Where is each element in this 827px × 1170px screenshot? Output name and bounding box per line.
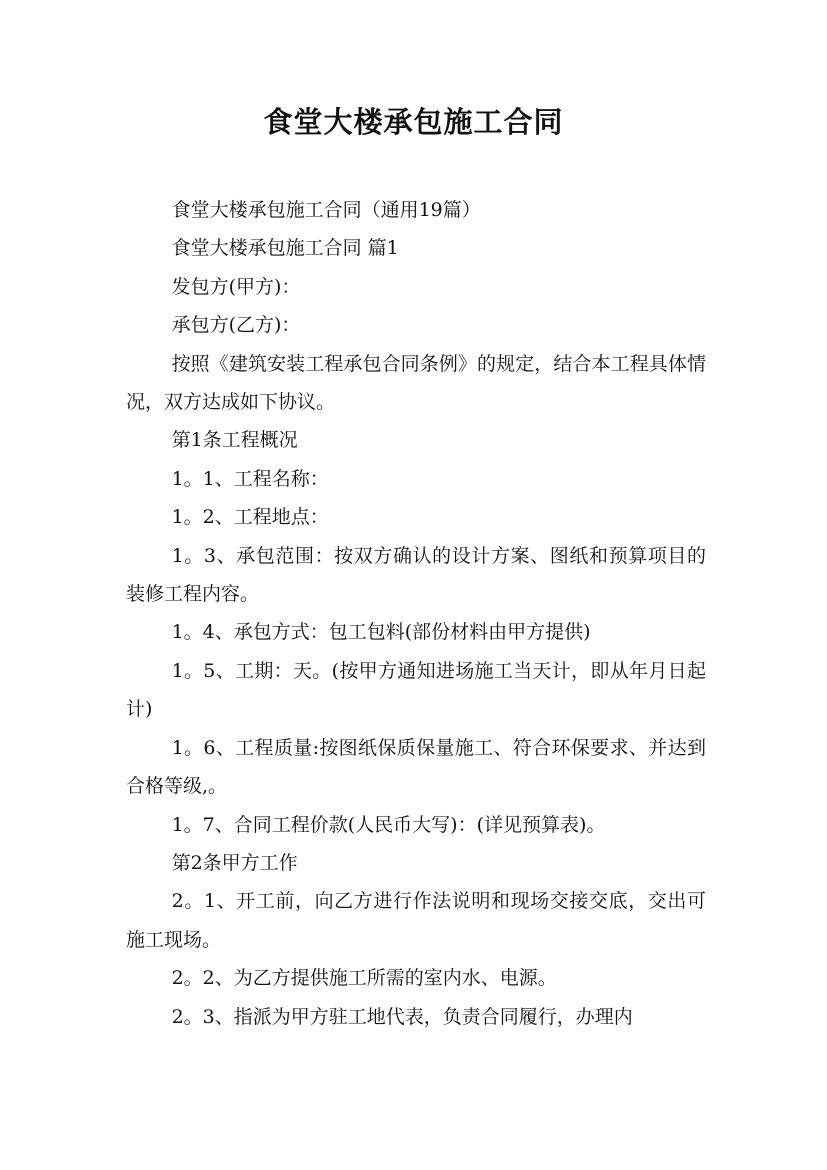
paragraph-part-heading: 食堂大楼承包施工合同 篇1	[171, 237, 399, 260]
document-title: 食堂大楼承包施工合同	[263, 105, 564, 139]
clause-1-1: 1。1、工程名称：	[171, 467, 329, 490]
clause-1-3: 1。3、承包范围：按双方确认的设计方案、图纸和预算项目的装修工程内容。	[126, 544, 706, 606]
clause-1-2: 1。2、工程地点：	[171, 506, 329, 529]
document-body	[126, 191, 706, 1036]
clause-1-6: 1。6、工程质量:按图纸保质保量施工、符合环保要求、并达到合格等级,。	[126, 736, 706, 798]
paragraph-subtitle: 食堂大楼承包施工合同（通用19篇）	[171, 199, 481, 221]
clause-2-2: 2。2、为乙方提供施工所需的室内水、电源。	[171, 967, 557, 990]
clause-2-3: 2。3、指派为甲方驻工地代表，负责合同履行，办理内	[171, 1005, 633, 1028]
paragraph-preamble: 按照《建筑安装工程承包合同条例》的规定，结合本工程具体情况，双方达成如下协议。	[126, 352, 706, 414]
clause-1-4: 1。4、承包方式：包工包料(部份材料由甲方提供)	[171, 621, 591, 644]
section-heading-2: 第2条甲方工作	[171, 851, 298, 874]
section-heading-1: 第1条工程概况	[171, 429, 298, 452]
clause-2-1: 2。1、开工前，向乙方进行作法说明和现场交接交底，交出可施工现场。	[126, 890, 706, 951]
clause-1-5: 1。5、工期：天。(按甲方通知进场施工当天计，即从年月日起计)	[126, 659, 706, 721]
clause-1-7: 1。7、合同工程价款(人民币大写)：(详见预算表)。	[171, 813, 606, 836]
paragraph-party-a: 发包方(甲方)：	[171, 275, 301, 298]
paragraph-party-b: 承包方(乙方)：	[171, 314, 301, 337]
